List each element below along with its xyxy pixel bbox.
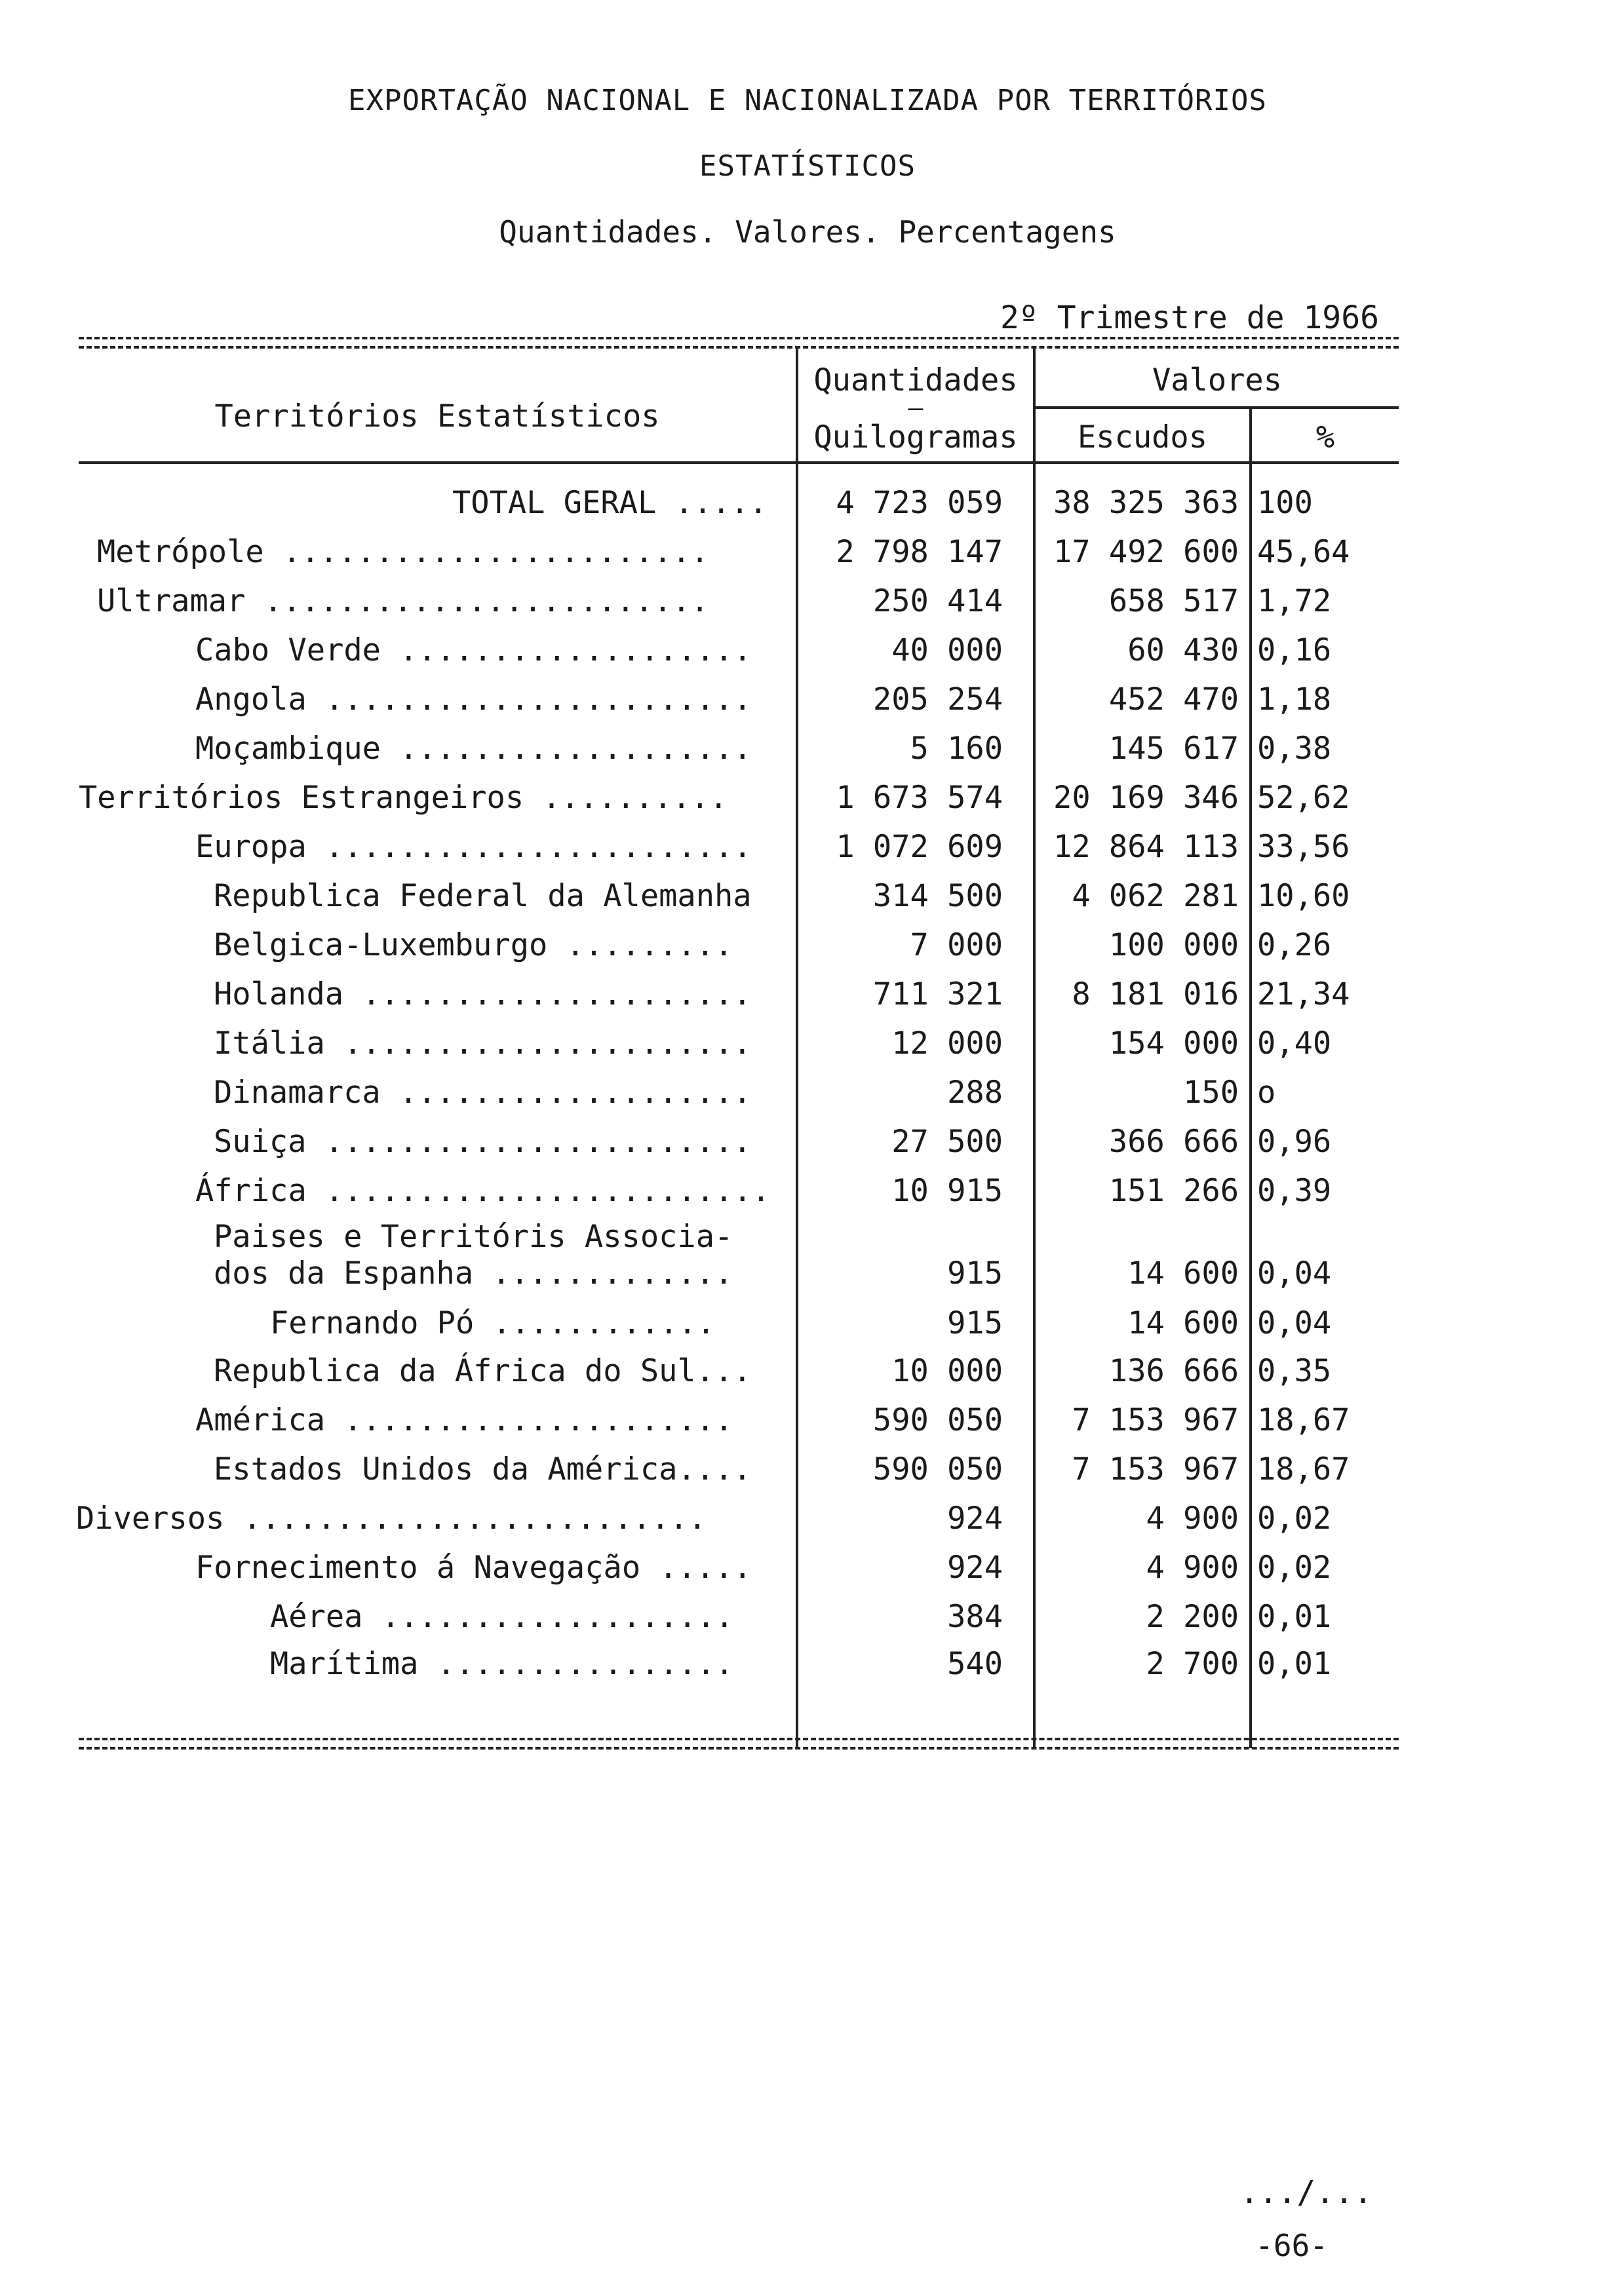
value-percent: 0,02: [1257, 1550, 1332, 1586]
territory-label: dos da Espanha .............: [214, 1255, 733, 1292]
territory-label: Estados Unidos da América....: [214, 1451, 752, 1487]
quantity-kg: 4 723 059: [836, 485, 1003, 521]
value-escudos: 8 181 016: [1072, 976, 1239, 1012]
value-escudos: 2 200: [1146, 1599, 1239, 1635]
document-title: EXPORTAÇÃO NACIONAL E NACIONALIZADA POR TERRITÓRIOS: [347, 84, 1267, 117]
value-percent: 1,18: [1257, 681, 1332, 718]
value-percent: 0,96: [1257, 1124, 1332, 1160]
value-escudos: 60 430: [1127, 632, 1239, 668]
table-row: [0, 1024, 1615, 1063]
quantity-kg: 250 414: [872, 583, 1003, 619]
quantity-kg: 5 160: [910, 731, 1003, 767]
table-row: [0, 975, 1615, 1014]
value-percent: 0,16: [1257, 632, 1332, 668]
table-row: [0, 729, 1615, 769]
table-row: [0, 1450, 1615, 1489]
territory-label: TOTAL GERAL .....: [452, 485, 768, 521]
value-escudos: 20 169 346: [1053, 780, 1239, 816]
table-row: [0, 778, 1615, 818]
value-escudos: 2 700: [1146, 1646, 1239, 1682]
value-escudos: 366 666: [1108, 1124, 1239, 1160]
table-row: [0, 533, 1615, 572]
quantity-kg: 590 050: [872, 1451, 1003, 1487]
value-escudos: 12 864 113: [1053, 829, 1239, 865]
quantity-kg: 10 915: [891, 1173, 1003, 1209]
value-percent: 1,72: [1257, 583, 1332, 619]
value-percent: 0,35: [1257, 1353, 1332, 1389]
value-percent: 21,34: [1257, 976, 1350, 1012]
table-row: [0, 484, 1615, 523]
territory-label: Fernando Pó ............: [270, 1305, 716, 1341]
value-escudos: 100 000: [1108, 927, 1239, 963]
value-escudos: 38 325 363: [1053, 485, 1239, 521]
value-percent: 52,62: [1257, 780, 1350, 816]
value-percent: 0,26: [1257, 927, 1332, 963]
value-escudos: 154 000: [1108, 1025, 1239, 1062]
table-row: [0, 1645, 1615, 1684]
value-escudos: 7 153 967: [1072, 1451, 1239, 1487]
value-escudos: 151 266: [1108, 1173, 1239, 1209]
value-escudos: 150: [1183, 1075, 1239, 1111]
quantity-kg: 10 000: [891, 1353, 1003, 1389]
territory-label: Territórios Estrangeiros ..........: [79, 780, 728, 816]
quantity-kg: 540: [947, 1646, 1003, 1682]
territory-label: Republica da África do Sul...: [214, 1353, 752, 1389]
territory-label: Itália ......................: [214, 1025, 752, 1062]
value-escudos: 14 600: [1127, 1305, 1239, 1341]
value-escudos: 658 517: [1108, 583, 1239, 619]
quantity-kg: 2 798 147: [836, 534, 1003, 570]
header-percent: %: [1315, 419, 1335, 455]
header-quantities-dash: –: [908, 393, 924, 422]
table-row: [0, 828, 1615, 867]
header-escudos: Escudos: [1077, 419, 1208, 455]
table-row: [0, 1548, 1615, 1588]
value-percent: o: [1257, 1075, 1276, 1111]
value-escudos: 4 900: [1146, 1550, 1239, 1586]
territory-label: Dinamarca ...................: [214, 1075, 752, 1111]
territory-label: Fornecimento á Navegação .....: [195, 1550, 752, 1586]
header-values: Valores: [1152, 362, 1283, 398]
territory-label: Angola .......................: [195, 681, 752, 718]
territory-label: Diversos .........................: [76, 1501, 707, 1537]
value-escudos: 145 617: [1108, 731, 1239, 767]
territory-label: Aérea ...................: [270, 1599, 734, 1635]
value-percent: 0,01: [1257, 1646, 1332, 1682]
page-number: -66-: [1255, 2228, 1328, 2263]
quantity-kg: 288: [947, 1075, 1003, 1111]
value-escudos: 452 470: [1108, 681, 1239, 718]
value-percent: 0,01: [1257, 1599, 1332, 1635]
value-percent: 10,60: [1257, 878, 1350, 914]
table-row: [0, 1499, 1615, 1539]
quantity-kg: 590 050: [872, 1402, 1003, 1438]
table-row: [0, 1122, 1615, 1162]
header-quantities: Quantidades: [813, 362, 1018, 398]
table-row: [0, 1217, 1615, 1257]
table-row: [0, 582, 1615, 621]
quantity-kg: 1 072 609: [836, 829, 1003, 865]
quantity-kg: 915: [947, 1305, 1003, 1341]
table-row: [0, 1352, 1615, 1391]
table-row: [0, 877, 1615, 916]
territory-label: Republica Federal da Alemanha: [214, 878, 752, 914]
value-percent: 0,04: [1257, 1305, 1332, 1341]
quantity-kg: 924: [947, 1550, 1003, 1586]
quantity-kg: 1 673 574: [836, 780, 1003, 816]
quantity-kg: 27 500: [891, 1124, 1003, 1160]
table-row: [0, 1254, 1615, 1293]
value-percent: 33,56: [1257, 829, 1350, 865]
territory-label: América .....................: [195, 1402, 733, 1438]
table-row: [0, 680, 1615, 719]
value-percent: 0,40: [1257, 1025, 1332, 1062]
value-percent: 18,67: [1257, 1451, 1350, 1487]
quantity-kg: 915: [947, 1255, 1003, 1292]
value-escudos: 4 062 281: [1072, 878, 1239, 914]
quantity-kg: 7 000: [910, 927, 1003, 963]
header-kilograms: Quilogramas: [813, 419, 1018, 455]
quantity-kg: 205 254: [872, 681, 1003, 718]
territory-label: Europa .......................: [195, 829, 752, 865]
value-escudos: 136 666: [1108, 1353, 1239, 1389]
territory-label: Metrópole .......................: [97, 534, 709, 570]
territory-label: Belgica-Luxemburgo .........: [214, 927, 733, 963]
table-row: [0, 1401, 1615, 1440]
value-escudos: 17 492 600: [1053, 534, 1239, 570]
quantity-kg: 711 321: [872, 976, 1003, 1012]
quantity-kg: 384: [947, 1599, 1003, 1635]
value-percent: 0,38: [1257, 731, 1332, 767]
continuation-marker: .../...: [1239, 2174, 1372, 2211]
quantity-kg: 12 000: [891, 1025, 1003, 1062]
quantity-kg: 40 000: [891, 632, 1003, 668]
value-percent: 100: [1257, 485, 1313, 521]
header-territories: Territórios Estatísticos: [214, 398, 660, 434]
table-row: [0, 1304, 1615, 1343]
period-label: 2º Trimestre de 1966: [1000, 299, 1379, 336]
value-percent: 0,04: [1257, 1255, 1332, 1292]
value-percent: 0,02: [1257, 1501, 1332, 1537]
quantity-kg: 314 500: [872, 878, 1003, 914]
territory-label: Cabo Verde ...................: [195, 632, 752, 668]
territory-label: Holanda .....................: [214, 976, 752, 1012]
table-row: [0, 1073, 1615, 1113]
quantity-kg: 924: [947, 1501, 1003, 1537]
table-row: [0, 926, 1615, 965]
document-subtitle: Quantidades. Valores. Percentagens: [499, 214, 1116, 250]
document-title-continued: ESTATÍSTICOS: [699, 149, 916, 183]
territory-label: África ........................: [195, 1173, 771, 1209]
value-percent: 45,64: [1257, 534, 1350, 570]
territory-label: Paises e Territóris Associa-: [214, 1219, 733, 1255]
table-row: [0, 631, 1615, 670]
value-percent: 0,39: [1257, 1173, 1332, 1209]
territory-label: Ultramar ........................: [97, 583, 709, 619]
territory-label: Marítima ................: [270, 1646, 734, 1682]
value-escudos: 7 153 967: [1072, 1402, 1239, 1438]
territory-label: Moçambique ...................: [195, 731, 752, 767]
territory-label: Suiça .......................: [214, 1124, 752, 1160]
value-escudos: 14 600: [1127, 1255, 1239, 1292]
table-row: [0, 1172, 1615, 1211]
value-percent: 18,67: [1257, 1402, 1350, 1438]
value-escudos: 4 900: [1146, 1501, 1239, 1537]
table-row: [0, 1598, 1615, 1637]
